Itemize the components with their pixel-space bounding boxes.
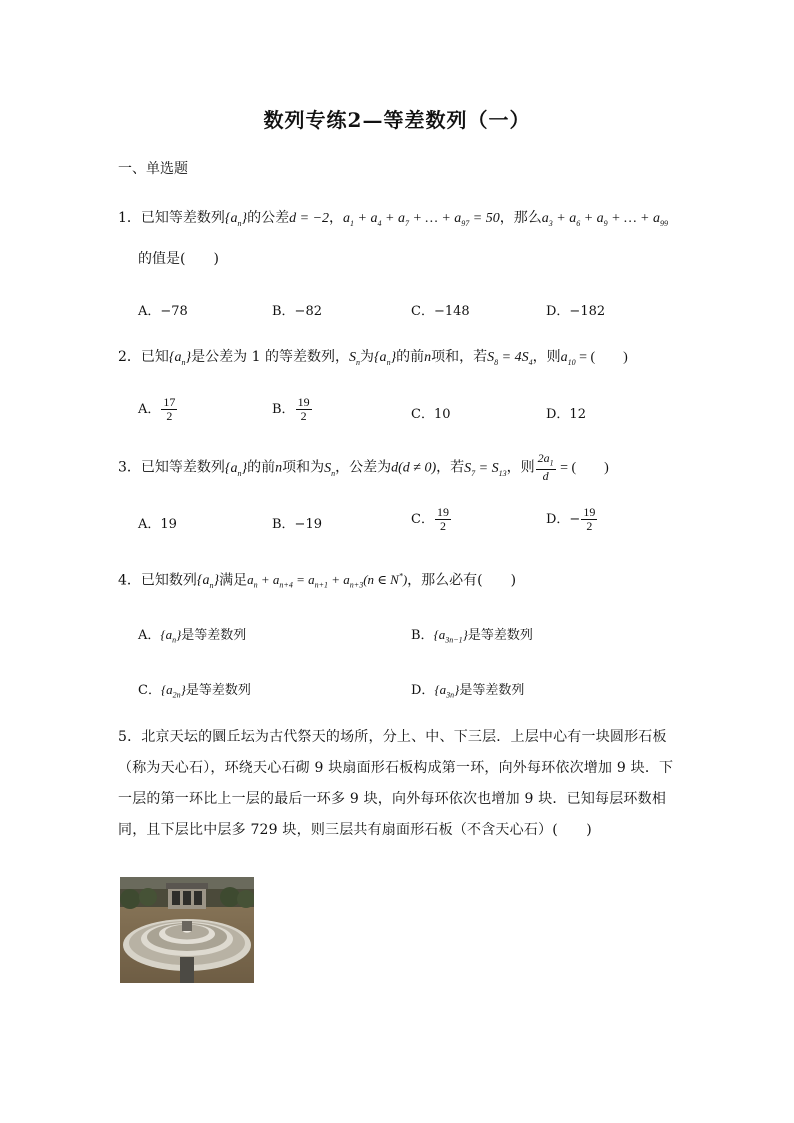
option-a: A．19 — [138, 517, 177, 532]
question-number: 3． — [118, 459, 141, 476]
q-text: 为 — [359, 349, 374, 365]
q-text: 满足 — [219, 572, 248, 589]
math-target: $a_3 + a_6 + a_9$ + … + $a_{99}$ — [541, 211, 668, 228]
q-text: ，则 — [506, 459, 535, 476]
math-n: n — [275, 460, 283, 476]
q-text: 的前 — [396, 349, 425, 365]
fraction: $\frac{19}{2}$ — [436, 505, 449, 533]
math-seq: $\{a_n\}$ — [196, 573, 220, 591]
math-sn: $S_n$ — [324, 460, 336, 478]
fraction: $\frac{19}{2}$ — [583, 505, 596, 533]
option-c: C．−148 — [411, 304, 470, 319]
section-heading: 一、单选题 — [118, 161, 188, 177]
q-text: ，那么必有( ) — [407, 572, 517, 589]
math-cond: $S_7 = S_{13}$ — [464, 460, 507, 478]
option-d: D．− $\frac{19}{2}$ — [546, 505, 596, 533]
fraction: $\frac{19}{2}$ — [297, 395, 310, 423]
fraction: $\frac{2a_1}{d}$ — [537, 451, 554, 484]
option-c: C．10 — [411, 407, 451, 422]
q-text: 已知数列 — [140, 572, 197, 589]
q-text: ，公差为 — [335, 459, 392, 476]
q-text: ， — [329, 210, 344, 226]
math-sn: $S_n$ — [348, 350, 360, 367]
option-d: D．$\{a_{3n}\}$是等差数列 — [411, 682, 525, 700]
math-target: $a_{10}$ — [560, 350, 576, 367]
option-b: B．$\{a_{3n-1}\}$是等差数列 — [411, 627, 533, 645]
question-number: 2． — [118, 349, 141, 365]
option-b: B．−19 — [272, 517, 322, 532]
question-2 — [118, 347, 628, 373]
q-text: ，若 — [436, 459, 465, 476]
math-relation: $a_n + a_{n+4} = a_{n+1} + a_{n+3}(n$ ∈ N*) — [247, 572, 408, 590]
temple-altar-photo — [120, 877, 254, 983]
q-text: 已知等差数列 — [140, 210, 225, 226]
question-4 — [118, 567, 516, 596]
option-c: C．$\{a_{2n}\}$是等差数列 — [138, 682, 251, 700]
math-n: n — [424, 350, 432, 365]
option-a: A．−78 — [138, 304, 188, 319]
option-d: D．12 — [546, 407, 586, 422]
q-text: = ( ) — [556, 460, 609, 476]
question-3 — [118, 452, 609, 487]
q-text: ，则 — [532, 349, 561, 365]
option-b: B．−82 — [272, 304, 322, 319]
q-text: 的前 — [247, 459, 276, 476]
q-text: = ( ) — [575, 350, 628, 365]
q-text: 的公差 — [247, 210, 290, 226]
math-sum: $a_1 + a_4 + a_7$ + … + $a_{97} = 50$ — [343, 211, 500, 228]
option-a: A．$\{a_n\}$是等差数列 — [138, 627, 247, 645]
math-seq: $\{a_n\}$ — [168, 350, 192, 367]
math-seq: $\{a_n\}$ — [224, 211, 248, 228]
fraction: $\frac{17}{2}$ — [163, 395, 176, 423]
q-text: 项和为 — [282, 459, 325, 476]
option-a: A． $\frac{17}{2}$ — [138, 395, 176, 423]
q-text: 项和，若 — [431, 349, 488, 365]
question-number: 1． — [118, 210, 141, 226]
question-number: 4． — [118, 572, 141, 589]
option-c: C． $\frac{19}{2}$ — [411, 505, 449, 533]
question-1-cont: 的值是( ) — [138, 251, 219, 267]
option-d: D．−182 — [546, 304, 606, 319]
page-title: 数列专练2—等差数列（一） — [263, 108, 531, 132]
math-seq: $\{a_n\}$ — [224, 460, 248, 478]
math-cond: $S_8 = 4S_4$ — [487, 350, 533, 367]
question-1 — [118, 208, 668, 234]
q-text: 是公差为 1 的等差数列， — [191, 349, 349, 365]
q-text: ，那么 — [499, 210, 542, 226]
math-seq: $\{a_n\}$ — [373, 350, 397, 367]
math-cond: d = −2 — [289, 211, 330, 226]
q-text: 已知 — [140, 349, 169, 365]
question-5: 5．北京天坛的圜丘坛为古代祭天的场所，分上、中、下三层．上层中心有一块圆形石板（称为天心石），环绕天心石砌 9 块扇面形石板构成第一环，向外每环依次增加 9 块．下一层的第一环比上一层的最后一环多 9 块，向外每环依次也增加 9 块．已知每层环数相同，且下层比中层多 729 块，则三层共有扇面形石板（不含天心石）( ) — [118, 729, 674, 838]
math-d: d(d ≠ 0) — [391, 460, 437, 476]
q-text: 已知等差数列 — [140, 459, 225, 476]
option-b: B． $\frac{19}{2}$ — [272, 395, 310, 423]
